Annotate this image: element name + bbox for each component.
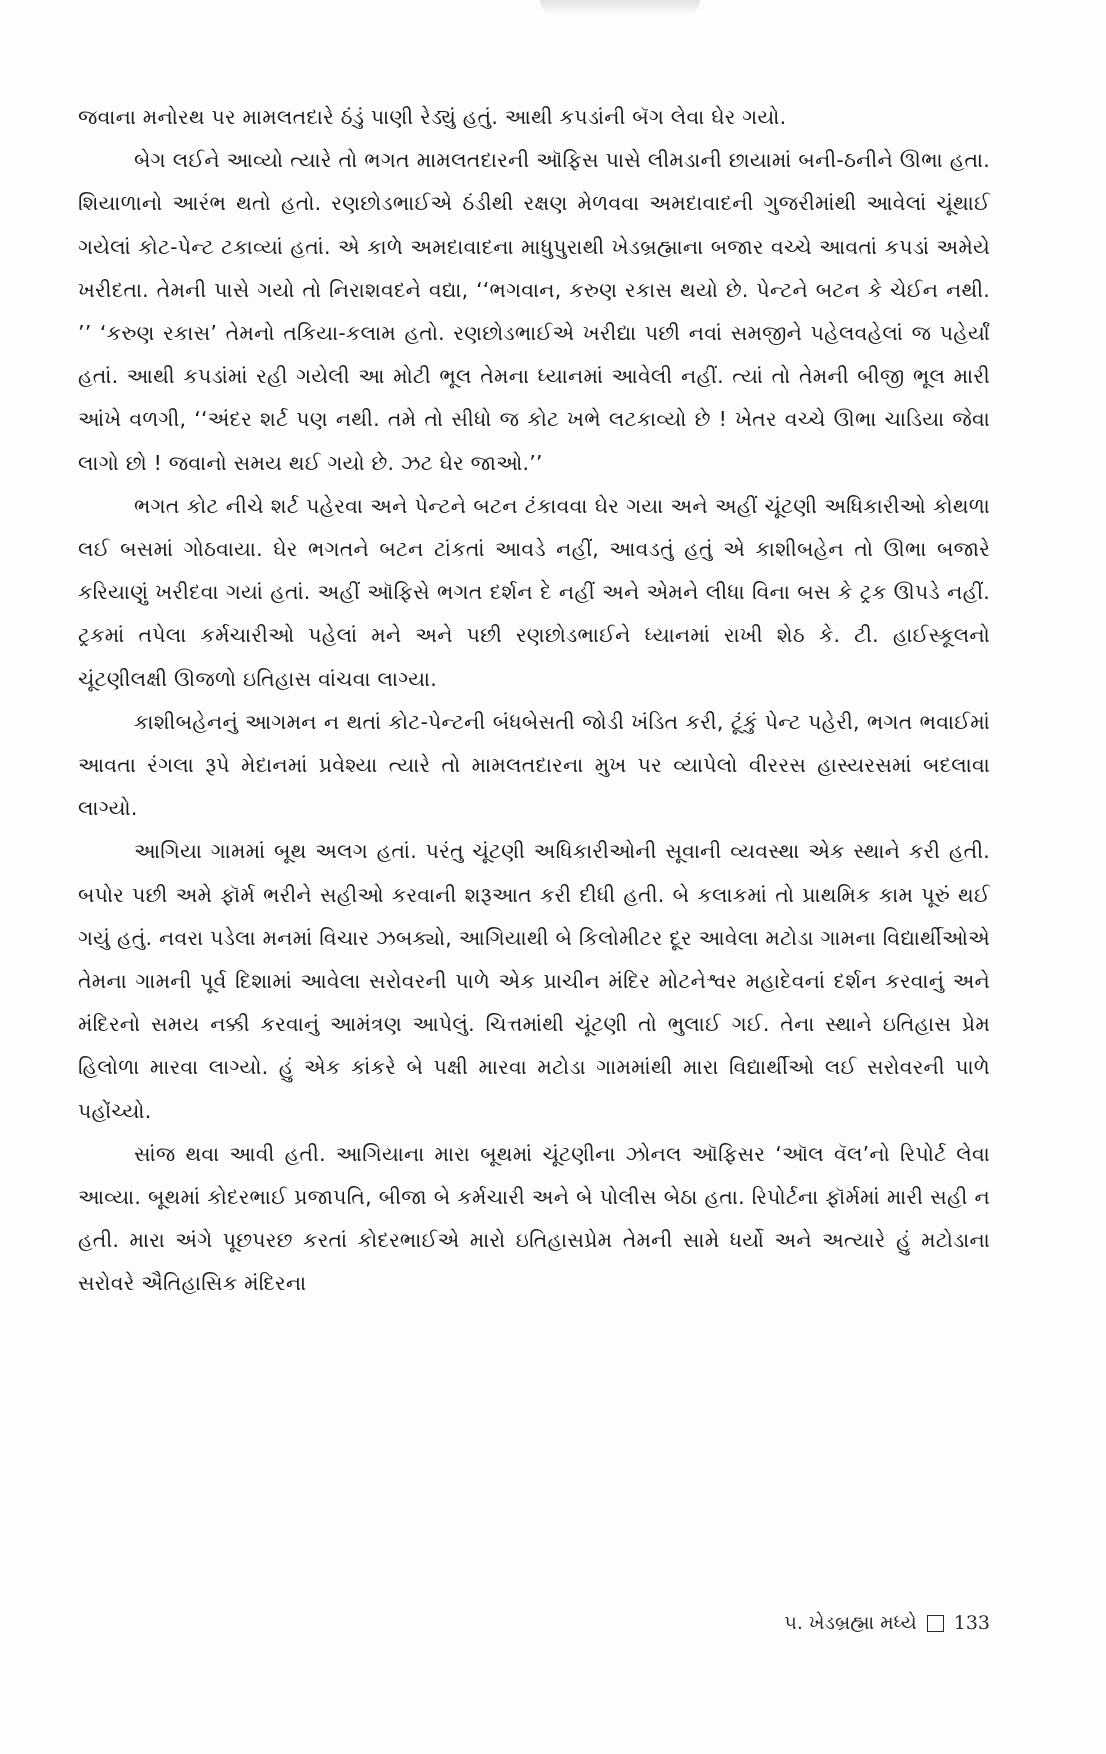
paragraph-continuation: જવાના મનોરથ પર મામલતદારે ઠંડું પાણી રેડ્યું હતું. આથી કપડાંની બૅગ લેવા ઘેર ગયો.: [78, 105, 787, 129]
body-text: [78, 96, 990, 1306]
paragraph: બેગ લઈને આવ્યો ત્યારે તો ભગત મામલતદારની ઑફિસ પાસે લીમડાની છાયામાં બની-ઠનીને ઊભા હતા. શિયાળાનો આરંભ થતો હતો. રણછોડભાઈએ ઠંડીથી રક્ષણ મેળવવા અમદાવાદની ગુજરીમાંથી આવેલાં ચૂંથાઈ ગયેલાં કોટ-પેન્ટ ટકાવ્યાં હતાં. એ કાળે અમદાવાદના માધુપુરાથી ખેડબ્રહ્માના બજાર વચ્ચે આવતાં કપડાં અમેયે ખરીદતા. તેમની પાસે ગયો તો નિરાશવદને વદ્યા, ‘‘ભગવાન, કરુણ રકાસ થયો છે. પેન્ટને બટન કે ચેઈન નથી. ’’ ‘કરુણ રકાસ’ તેમનો તકિયા-કલામ હતો. રણછોડભાઈએ ખરીદ્યા પછી નવાં સમજીને પહેલવહેલાં જ પહેર્યાં હતાં. આથી કપડાંમાં રહી ગયેલી આ મોટી ભૂલ તેમના ધ્યાનમાં આવેલી નહીં. ત્યાં તો તેમની બીજી ભૂલ મારી આંખે વળગી, ‘‘અંદર શર્ટ પણ નથી. તમે તો સીધો જ કોટ ખભે લટકાવ્યો છે ! ખેતર વચ્ચે ઊભા ચાડિયા જેવા લાગો છો ! જવાનો સમય થઈ ગયો છે. ઝટ ઘેર જાઓ.’’: [78, 148, 990, 475]
chapter-title: ૫. ખેડબ્રહ્મા મધ્યે: [784, 1612, 917, 1634]
paragraph: સાંજ થવા આવી હતી. આગિયાના મારા બૂથમાં ચૂંટણીના ઝોનલ ઑફિસર ‘ઑલ વૅલ’નો રિપોર્ટ લેવા આવ્યા. બૂથમાં કોદરભાઈ પ્રજાપતિ, બીજા બે કર્મચારી અને બે પોલીસ બેઠા હતા. રિપોર્ટના ફૉર્મમાં મારી સહી ન હતી. મારા અંગે પૂછપરછ કરતાં કોદરભાઈએ મારો ઇતિહાસપ્રેમ તેમની સામે ધર્યો અને અત્યારે હું મટોડાના સરોવરે ઐતિહાસિક મંદિરના: [78, 1141, 990, 1296]
paragraph: આગિયા ગામમાં બૂથ અલગ હતાં. પરંતુ ચૂંટણી અધિકારીઓની સૂવાની વ્યવસ્થા એક સ્થાને કરી હતી. બપોર પછી અમે ફૉર્મ ભરીને સહીઓ કરવાની શરૂઆત કરી દીધી હતી. બે કલાકમાં તો પ્રાથમિક કામ પૂરું થઈ ગયું હતું. નવરા પડેલા મનમાં વિચાર ઝબક્યો, આગિયાથી બે કિલોમીટર દૂર આવેલા મટોડા ગામના વિદ્યાર્થીઓએ તેમના ગામની પૂર્વ દિશામાં આવેલા સરોવરની પાળે એક પ્રાચીન મંદિર મોટનેશ્વર મહાદેવનાં દર્શન કરવાનું અને મંદિરનો સમય નક્કી કરવાનું આમંત્રણ આપેલું. ચિત્તમાંથી ચૂંટણી તો ભુલાઈ ગઈ. તેના સ્થાને ઇતિહાસ પ્રેમ હિલોળા મારવા લાગ્યો. હું એક કાંકરે બે પક્ષી મારવા મટોડા ગામમાંથી મારા વિદ્યાર્થીઓ લઈ સરોવરની પાળે પહોંચ્યો.: [78, 839, 990, 1123]
square-ornament-icon: [927, 1615, 944, 1632]
page-footer: [784, 1612, 990, 1634]
paragraph: કાશીબહેનનું આગમન ન થતાં કોટ-પેન્ટની બંધબેસતી જોડી ખંડિત કરી, ટૂંકું પેન્ટ પહેરી, ભગત ભવાઈમાં આવતા રંગલા રૂપે મેદાનમાં પ્રવેશ્યા ત્યારે તો મામલતદારના મુખ પર વ્યાપેલો વીરરસ હાસ્યરસમાં બદલાવા લાગ્યો.: [78, 709, 990, 821]
page-number: 133: [953, 1612, 990, 1634]
scan-smudge: [540, 0, 700, 16]
paragraph: ભગત કોટ નીચે શર્ટ પહેરવા અને પેન્ટને બટન ટંકાવવા ઘેર ગયા અને અહીં ચૂંટણી અધિકારીઓ કોથળા લઈ બસમાં ગોઠવાયા. ઘેર ભગતને બટન ટાંકતાં આવડે નહીં, આવડતું હતું એ કાશીબહેન તો ઊભા બજારે કરિયાણું ખરીદવા ગયાં હતાં. અહીં ઑફિસે ભગત દર્શન દે નહીં અને એમને લીધા વિના બસ કે ટ્રક ઊપડે નહીં. ટ્રકમાં તપેલા કર્મચારીઓ પહેલાં મને અને પછી રણછોડભાઈને ધ્યાનમાં રાખી શેઠ કે. ટી. હાઈસ્કૂલનો ચૂંટણીલક્ષી ઊજળો ઇતિહાસ વાંચવા લાગ્યા.: [78, 493, 990, 691]
